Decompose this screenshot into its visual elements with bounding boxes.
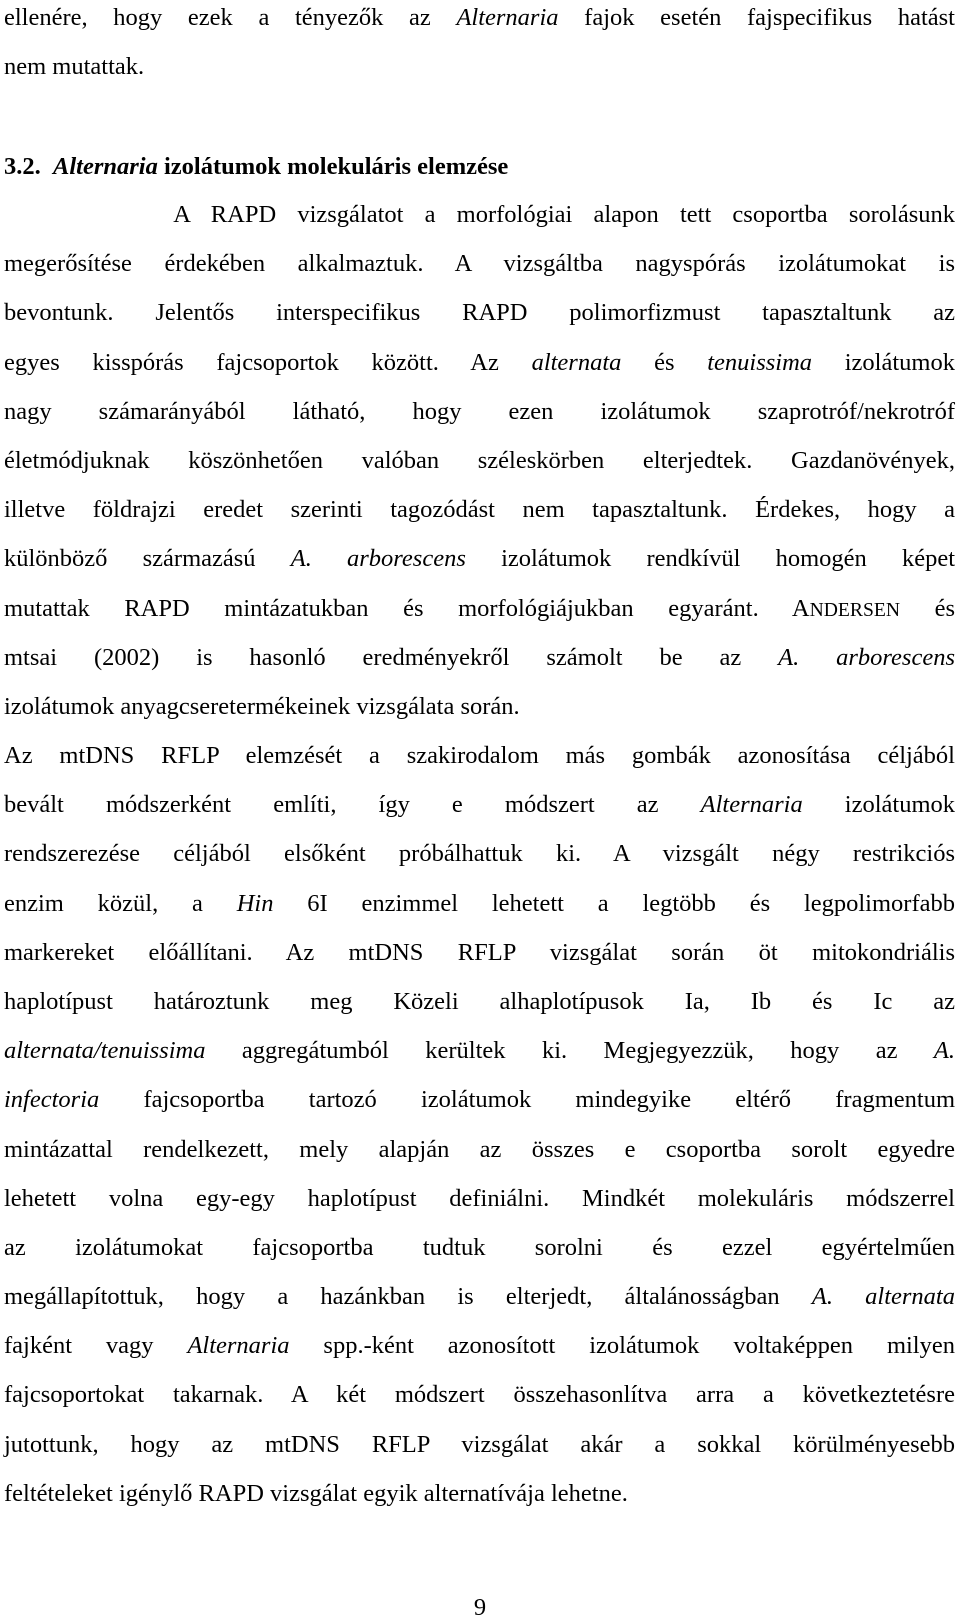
- text-line: [4, 1125, 955, 1174]
- text-line: [4, 1223, 955, 1272]
- text-segment: illetve földrajzi eredet szerinti tagozódást nem tapasztaltunk. Érdekes, hogy a: [4, 496, 955, 524]
- text-segment: fajcsoportokat takarnak. A két módszert összehasonlítva arra a következtetésre: [4, 1381, 955, 1409]
- text-line: [4, 1075, 955, 1124]
- text-segment: nagy számarányából látható, hogy ezen izolátumok szaprotróf/nekrotróf: [4, 397, 955, 425]
- rapd-paragraph: [4, 190, 955, 731]
- text-line: [4, 485, 955, 534]
- section-heading: [4, 142, 508, 191]
- text-line: [4, 1174, 955, 1223]
- text-segment: mtsai (2002) is hasonló eredményekről számolt be az: [4, 643, 779, 671]
- text-segment: enzim közül, a: [4, 889, 237, 917]
- text-segment: aggregátumból kerültek ki. Megjegyezzük, hogy az: [205, 1037, 934, 1065]
- text-segment: haplotípust határoztunk meg Közeli alhaplotípusok Ia, Ib és Ic az: [4, 987, 955, 1015]
- text-segment: Alternaria: [187, 1332, 290, 1360]
- text-segment: bevált módszerként említi, így e módszert az: [4, 791, 701, 819]
- text-segment: nem mutattak.: [4, 53, 145, 81]
- text-line: [4, 1272, 955, 1321]
- text-segment: ellenére, hogy ezek a tényezők az: [4, 4, 457, 31]
- text-segment: és: [621, 348, 708, 376]
- text-line: [4, 534, 955, 583]
- text-line: [4, 977, 955, 1026]
- text-segment: rendszerezése céljából elsőként próbálhattuk ki. A vizsgált négy restrikciós: [4, 840, 955, 868]
- text-segment: A. arborescens: [778, 643, 955, 671]
- text-line: [4, 928, 955, 977]
- text-line: [4, 829, 955, 878]
- text-line: [4, 288, 955, 337]
- text-segment: lehetett volna egy-egy haplotípust definiálni. Mindkét molekuláris módszerrel: [4, 1184, 955, 1212]
- text-segment: infectoria: [4, 1086, 100, 1114]
- text-line: [4, 879, 955, 928]
- text-segment: Alternaria: [700, 791, 803, 819]
- heading-italic: Alternaria: [53, 153, 158, 180]
- text-line: [4, 387, 955, 436]
- text-segment: bevontunk. Jelentős interspecifikus RAPD polimorfizmust tapasztaltunk az: [4, 299, 955, 327]
- text-segment: A. arborescens: [290, 545, 466, 573]
- text-segment: tenuissima: [707, 348, 813, 376]
- text-segment: Az mtDNS RFLP elemzését a szakirodalom más gombák azonosítása céljából: [4, 742, 955, 769]
- text-segment: egyes kisspórás fajcsoportok között. Az: [4, 348, 532, 376]
- text-line: [4, 1026, 955, 1075]
- text-segment: markereket előállítani. Az mtDNS RFLP vizsgálat során öt mitokondriális: [4, 938, 955, 966]
- text-line: [4, 1469, 955, 1518]
- text-line: [4, 190, 955, 239]
- text-line: [4, 0, 955, 42]
- text-segment: életmódjuknak köszönhetően valóban széleskörben elterjedtek. Gazdanövények,: [4, 446, 955, 474]
- text-segment: A. alternata: [811, 1283, 955, 1311]
- text-segment: izolátumok anyagcseretermékeinek vizsgálata során.: [4, 692, 520, 720]
- text-segment: Alternaria: [456, 4, 559, 31]
- text-line: [4, 42, 955, 91]
- text-segment: megerősítése érdekében alkalmaztuk. A vizsgáltba nagyspórás izolátumokat is: [4, 250, 955, 278]
- text-segment: mintázattal rendelkezett, mely alapján az összes e csoportba sorolt egyedre: [4, 1135, 955, 1163]
- text-segment: izolátumok: [802, 791, 956, 819]
- text-segment: 6I enzimmel lehetett a legtöbb és legpolimorfabb: [273, 889, 955, 917]
- text-segment: A.: [933, 1037, 955, 1065]
- page-number: 9: [473, 1594, 487, 1621]
- text-segment: feltételeket igénylő RAPD vizsgálat egyik alternatívája lehetne.: [4, 1479, 628, 1507]
- text-line: [4, 682, 955, 731]
- text-segment: és: [899, 594, 955, 622]
- text-segment: megállapítottuk, hogy a hazánkban is elterjedt, általánosságban: [4, 1283, 812, 1311]
- text-line: [4, 731, 955, 780]
- text-segment: alternata: [531, 348, 622, 376]
- text-line: [4, 1420, 955, 1469]
- text-segment: NDERSEN: [809, 599, 900, 621]
- text-segment: alternata/tenuissima: [4, 1037, 206, 1065]
- text-segment: mutattak RAPD mintázatukban és morfológiájukban egyaránt. A: [4, 594, 810, 622]
- heading-number: 3.2.: [4, 153, 41, 180]
- text-line: [4, 436, 955, 485]
- text-segment: különböző származású: [4, 545, 291, 573]
- text-line: [4, 780, 955, 829]
- text-segment: fajok esetén fajspecifikus hatást: [558, 4, 955, 31]
- text-segment: fajként vagy: [4, 1332, 188, 1360]
- text-segment: spp.-ként azonosított izolátumok voltaképpen milyen: [289, 1332, 955, 1360]
- text-segment: izolátumok rendkívül homogén képet: [465, 545, 956, 573]
- text-line: [4, 1321, 955, 1370]
- text-segment: az izolátumokat fajcsoportba tudtuk sorolni és ezzel egyértelműen: [4, 1233, 955, 1261]
- text-line: [4, 584, 955, 633]
- heading-rest: izolátumok molekuláris elemzése: [157, 153, 509, 180]
- rflp-paragraph: [4, 731, 955, 1518]
- text-segment: Hin: [236, 889, 274, 917]
- text-segment: izolátumok: [812, 348, 955, 376]
- text-segment: jutottunk, hogy az mtDNS RFLP vizsgálat akár a sokkal körülményesebb: [4, 1430, 955, 1458]
- text-segment: fajcsoportba tartozó izolátumok mindegyike eltérő fragmentum: [99, 1086, 955, 1114]
- text-line: [4, 239, 955, 288]
- text-line: [4, 633, 955, 682]
- intro-paragraph: [4, 0, 955, 91]
- text-line: [4, 1370, 955, 1419]
- text-segment: A RAPD vizsgálatot a morfológiai alapon tett csoportba sorolásunk: [4, 201, 955, 228]
- text-line: [4, 338, 955, 387]
